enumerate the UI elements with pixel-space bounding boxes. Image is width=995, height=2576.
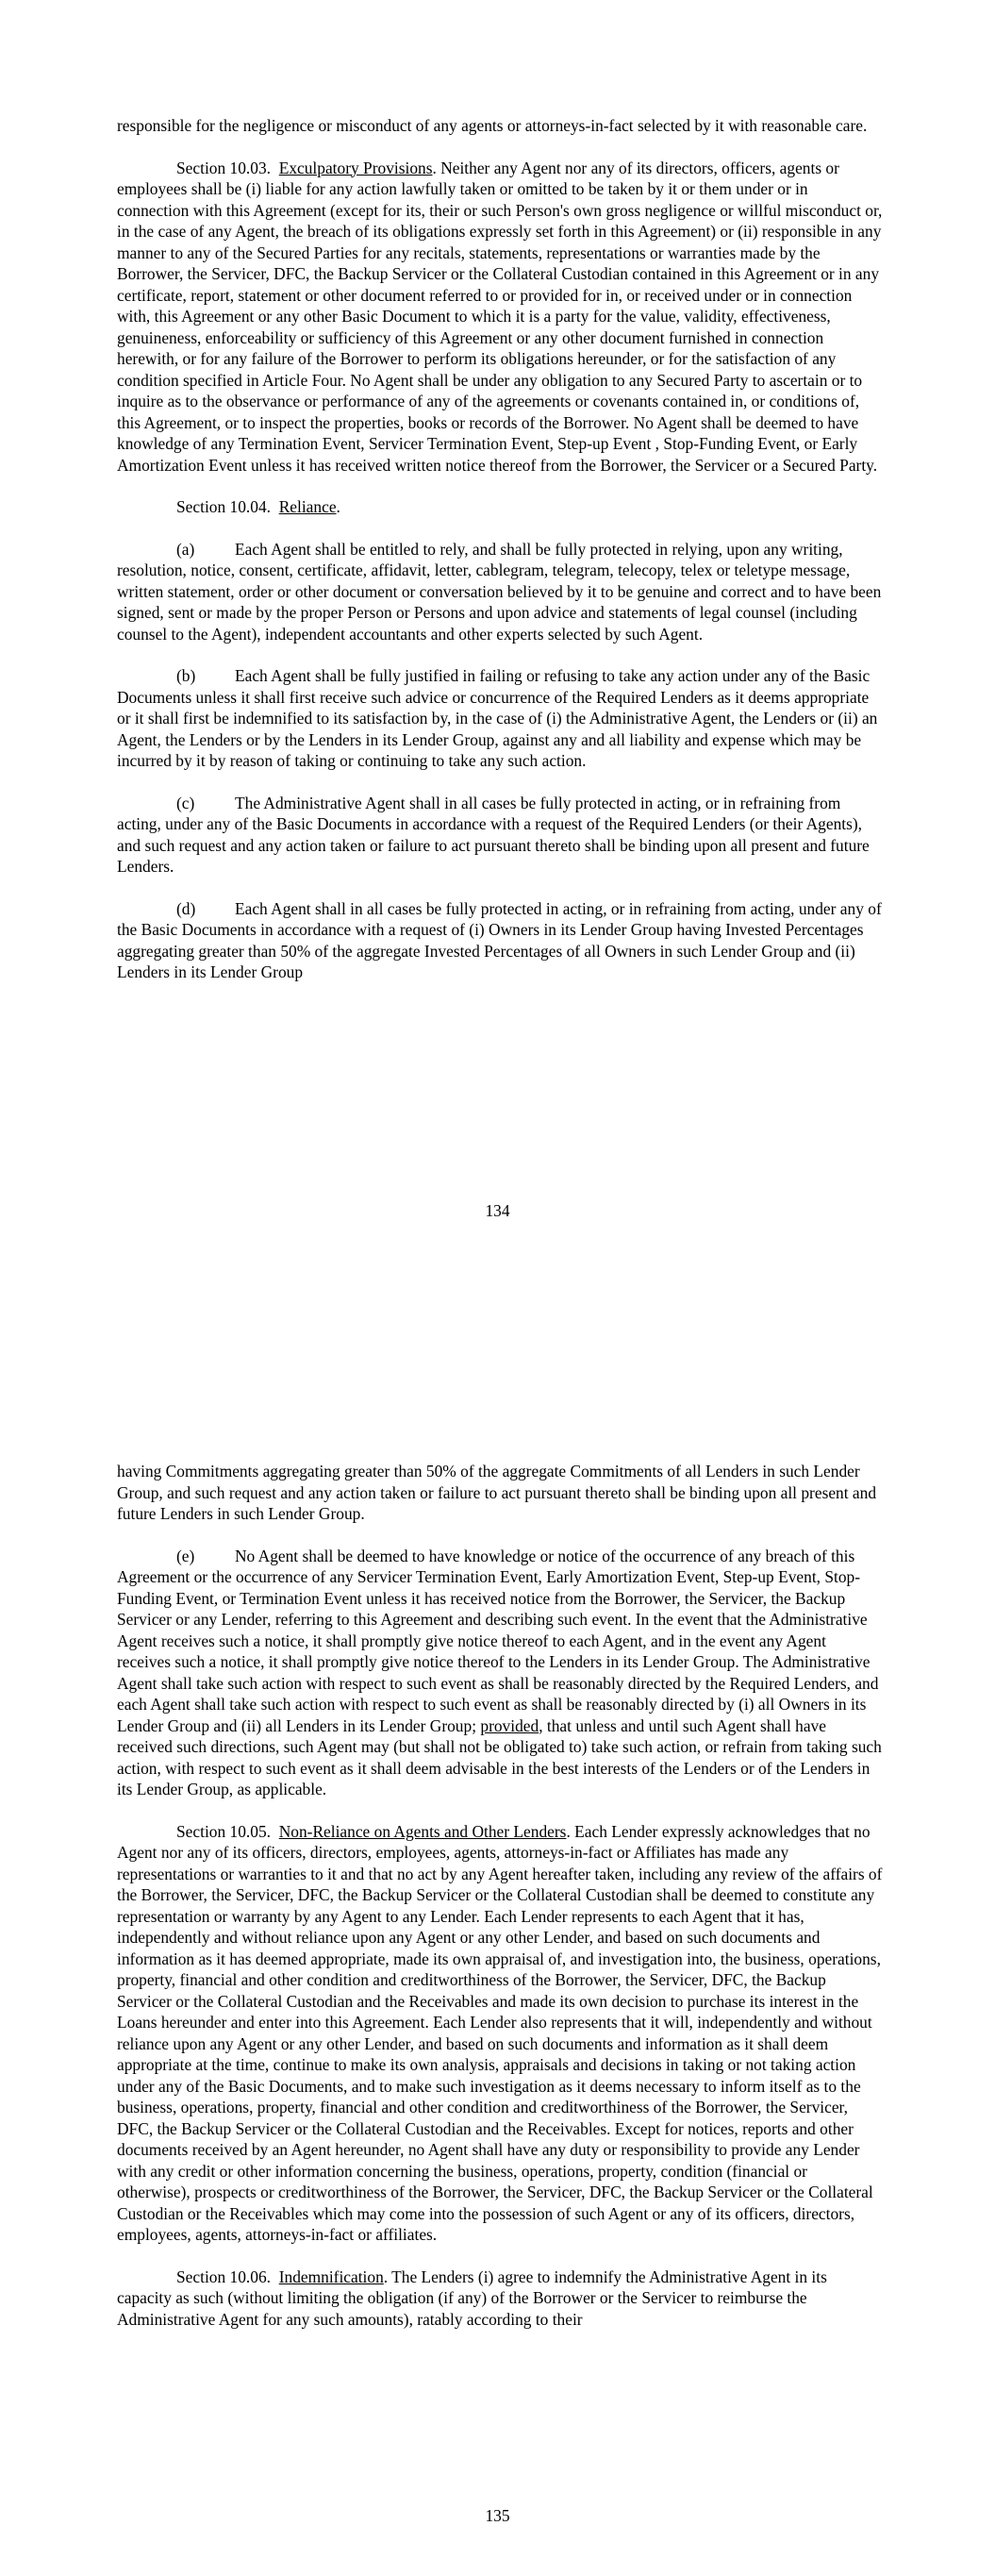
document-page-135 — [0, 1415, 995, 2576]
page-body — [117, 1461, 884, 2350]
section-body: . Neither any Agent nor any of its directors, officers, agents or employees shall be (i) liable for any action lawfully taken or omitted to be taken by it or them under or in connection with this Agreement (except for its, their or such Person's own gross negligence or willful misconduct or, in the case of any Agent, the breach of its obligations expressly set forth in this Agreement) or (ii) responsible in any manner to any of the Secured Parties for any recitals, statements, representations or warranties made by the Borrower, the Servicer, DFC, the Backup Servicer or the Collateral Custodian contained in this Agreement or in any certificate, report, statement or other document referred to or provided for in, or received under or in connection with, this Agreement or any other Basic Document to which it is a party for the value, validity, effectiveness, genuineness, enforceability or sufficiency of this Agreement or any other document furnished in connection herewith, or for any failure of the Borrower to perform its obligations hereunder, or for the satisfaction of any condition specified in Article Four. No Agent shall be under any obligation to any Secured Party to ascertain or to inquire as to the observance or performance of any of the agreements or covenants contained in, or conditions of, this Agreement, or to inspect the properties, books or records of the Borrower. No Agent shall be deemed to have knowledge of any Termination Event, Servicer Termination Event, Step-up Event , Stop-Funding Event, or Early Amortization Event unless it has received written notice thereof from the Borrower, the Servicer or a Secured Party. — [117, 158, 883, 475]
subparagraph-label: (b) — [176, 666, 196, 685]
subparagraph-body: No Agent shall be deemed to have knowledge or notice of the occurrence of any breach of this Agreement or the occurrence of any Servicer Termination Event, Early Amortization Event, Step-up Event, Stop-Funding Event, or Termination Event unless it has received notice from the Borrower, the Servicer, the Backup Servicer or any Lender, referring to this Agreement and describing such event. In the event that the Administrative Agent receives such a notice, it shall promptly give notice thereof to each Agent, and in the event any Agent receives such a notice, it shall promptly give notice thereof to the Lenders in its Lender Group. The Administrative Agent shall take such action with respect to such event as shall be reasonably directed by the Required Lenders, and each Agent shall take such action with respect to such event as shall be reasonably directed by (i) all Owners in its Lender Group and (ii) all Lenders in its Lender Group; — [117, 1546, 879, 1735]
subparagraph-body: Each Agent shall be entitled to rely, and shall be fully protected in relying, upon any writing, resolution, notice, consent, certificate, affidavit, letter, cablegram, telegram, telecopy, telex or teletype message, written statement, order or other document or conversation believed by it to be genuine and correct and to have been signed, sent or made by the proper Person or Persons and upon advice and statements of legal counsel (including counsel to the Agent), independent accountants and other experts selected by such Agent. — [117, 539, 882, 644]
subparagraph-label: (c) — [176, 793, 195, 812]
subparagraph-e — [117, 1546, 884, 1800]
subparagraph-label: (d) — [176, 898, 196, 918]
subparagraph-body: The Administrative Agent shall in all cases be fully protected in acting, or in refraining from acting, under any of the Basic Documents in accordance with a request of the Required Lenders (or their Agents), and such request and any action taken or failure to act pursuant thereto shall be binding upon all present and future Lenders. — [117, 793, 870, 876]
provided-term: provided — [480, 1715, 539, 1735]
subparagraph-label: (a) — [176, 539, 195, 559]
subparagraph-c — [117, 793, 884, 878]
section-body: . Each Lender expressly acknowledges that no Agent nor any of its officers, directors, employees, agents, attorneys-in-fact or Affiliates has made any representations or warranties to it and that no act by any Agent hereafter taken, including any review of the affairs of the Borrower, the Servicer, DFC, the Backup Servicer or the Collateral Custodian shall be deemed to constitute any representation or warranty by any Agent to any Lender. Each Lender represents to each Agent that it has, independently and without reliance upon any Agent or any other Lender, and based on such documents and information as it has deemed appropriate, made its own appraisal of, and investigation into, the business, operations, property, financial and other condition and creditworthiness of the Borrower, the Servicer, DFC, the Backup Servicer or the Collateral Custodian and the Receivables and made its own decision to purchase its interest in the Loans hereunder and enter into this Agreement. Each Lender also represents that it will, independently and without reliance upon any Agent or any other Lender, and based on such documents and information as it shall deem appropriate at the time, continue to make its own analysis, appraisals and decisions in taking or not taking action under any of the Basic Documents, and to make such investigation as it deems necessary to inform itself as to the business, operations, property, financial and other condition and creditworthiness of the Borrower, the Servicer, DFC, the Backup Servicer or the Collateral Custodian and the Receivables. Except for notices, reports and other documents received by an Agent hereunder, no Agent shall have any duty or responsibility to provide any Lender with any credit or other information concerning the business, operations, property, condition (financial or otherwise), prospects or creditworthiness of the Borrower, the Servicer, DFC, the Backup Servicer or the Collateral Custodian or the Receivables which may come into the possession of such Agent or any of its officers, directors, employees, agents, attorneys-in-fact or affiliates. — [117, 1821, 883, 2244]
subparagraph-tail: , that unless and until such Agent shall have received such directions, such Agent may (but shall not be obligated to) take such action, or refrain from taking such action, with respect to such event as it shall deem advisable in the best interests of the Lenders or of the Lenders in its Lender Group, as applicable. — [117, 1715, 882, 1798]
paragraph-continuation: having Commitments aggregating greater than 50% of the aggregate Commitments of all Lenders in such Lender Group, and such request and any action taken or failure to act pursuant thereto shall be binding upon all present and future Lenders in such Lender Group. — [117, 1462, 877, 1523]
section-lead: Section 10.03. — [176, 158, 271, 177]
section-title: Non-Reliance on Agents and Other Lenders — [278, 1821, 567, 1841]
section-title: Exculpatory Provisions — [278, 158, 433, 177]
section-10-04 — [117, 496, 884, 518]
page-number: 135 — [485, 2506, 510, 2525]
page-body — [117, 115, 884, 1004]
section-lead: Section 10.05. — [176, 1821, 271, 1841]
section-10-03 — [117, 158, 884, 477]
section-lead: Section 10.06. — [176, 2267, 271, 2286]
section-lead: Section 10.04. — [176, 497, 271, 516]
section-10-06 — [117, 2267, 884, 2331]
subparagraph-body: Each Agent shall be fully justified in failing or refusing to take any action under any of the Basic Documents unless it shall first receive such advice or concurrence of the Required Lenders as it deems appropriate or it shall first be indemnified to its satisfaction by, in the case of (i) the Administrative Agent, the Lenders or (ii) an Agent, the Lenders or by the Lenders in its Lender Group, against any and all liability and expense which may be incurred by it by reason of taking or continuing to take any such action. — [117, 666, 878, 770]
paragraph-continuation: responsible for the negligence or misconduct of any agents or attorneys-in-fact selected by it with reasonable care. — [117, 116, 868, 135]
section-title: Indemnification — [278, 2267, 384, 2286]
subparagraph-b — [117, 665, 884, 772]
subparagraph-label: (e) — [176, 1546, 195, 1565]
section-body: . The Lenders (i) agree to indemnify the Administrative Agent in its capacity as such (without limiting the obligation (if any) of the Borrower or the Servicer to reimburse the Administrative Agent for any such amounts), ratably according to their — [117, 2267, 827, 2329]
section-title: Reliance — [278, 497, 337, 516]
section-10-05 — [117, 1821, 884, 2246]
section-end: . — [336, 497, 340, 516]
subparagraph-body: Each Agent shall in all cases be fully protected in acting, or in refraining from acting, under any of the Basic Documents in accordance with a request of (i) Owners in its Lender Group having Invested Percentages aggregating greater than 50% of the aggregate Invested Percentages of all Owners in such Lender Group and (ii) Lenders in its Lender Group — [117, 898, 882, 981]
subparagraph-a — [117, 539, 884, 645]
page-number: 134 — [485, 1201, 510, 1220]
subparagraph-d — [117, 898, 884, 983]
